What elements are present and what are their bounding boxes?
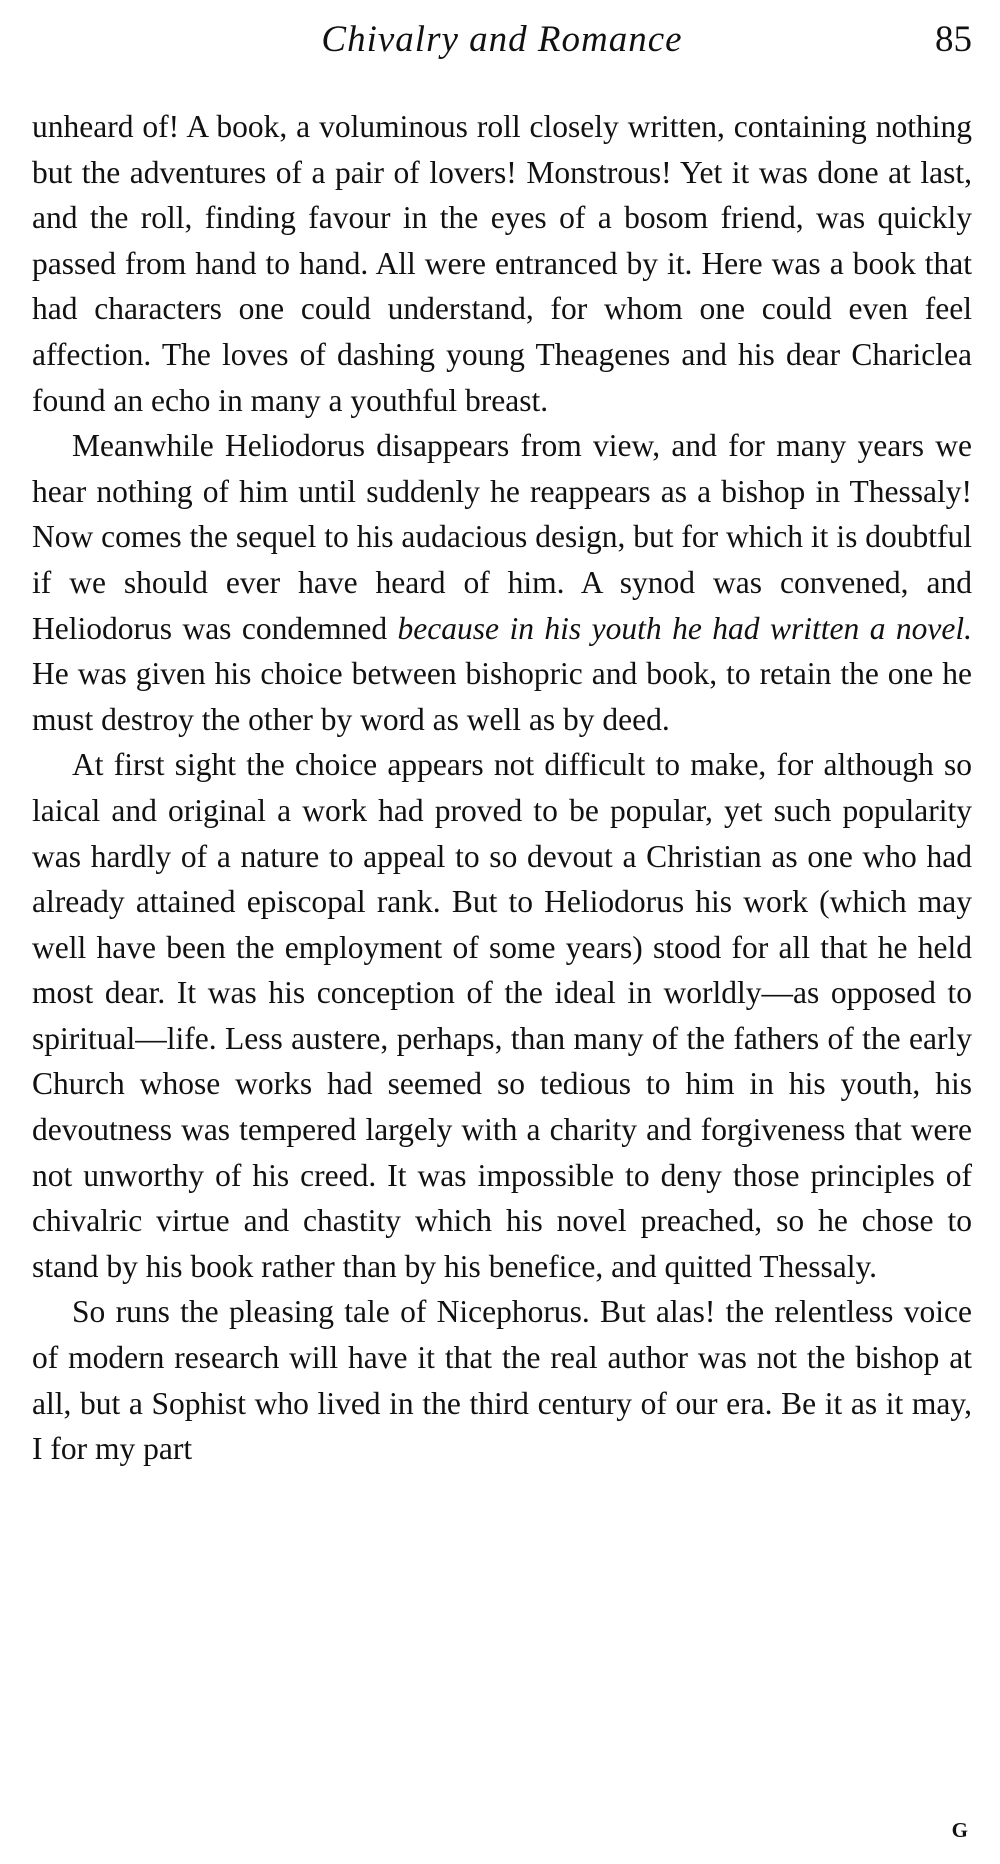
running-title: Chivalry and Romance	[321, 19, 683, 60]
paragraph-text-after-emphasis: He was given his choice between bishopric and book, to retain the one he must destroy the other by word as well as by deed.	[32, 656, 972, 737]
paragraph-heliodorus-bishop	[32, 423, 972, 742]
paragraph-text-before-emphasis: Meanwhile Heliodorus disappears from view, and for many years we hear nothing of him until suddenly he reappears as a bishop in Thessaly! Now comes the sequel to his audacious design, but for which it is doubtful if we should ever have heard of him. A synod was convened, and Heliodorus was condemned	[32, 428, 972, 646]
italic-emphasis: because in his youth he had written a novel.	[397, 610, 972, 646]
paragraph-continued: unheard of! A book, a voluminous roll closely written, containing nothing but the adventures of a pair of lovers! Monstrous! Yet it was done at last, and the roll, finding favour in the eyes of a bosom friend, was quickly passed from hand to hand. All were entranced by it. Here was a book that had characters one could understand, for whom one could even feel affection. The loves of dashing young Theagenes and his dear Chariclea found an echo in many a youthful breast.	[32, 109, 972, 418]
paragraph-nicephorus: So runs the pleasing tale of Nicephorus. But alas! the relentless voice of modern research will have it that the real author was not the bishop at all, but a Sophist who lived in the third century of our era. Be it as it may, I for my part	[32, 1294, 972, 1467]
page-number: 85	[935, 19, 972, 60]
signature-mark: G	[951, 1818, 968, 1842]
paragraph-the-choice: At first sight the choice appears not difficult to make, for although so laical and original a work had proved to be popular, yet such popularity was hardly of a nature to appeal to so devout a Christian as one who had already attained episcopal rank. But to Heliodorus his work (which may well have been the employment of some years) stood for all that he held most dear. It was his conception of the ideal in worldly—as opposed to spiritual—life. Less austere, perhaps, than many of the fathers of the early Church whose works had seemed so tedious to him in his youth, his devoutness was tempered largely with a charity and forgiveness that were not unworthy of his creed. It was impossible to deny those principles of chivalric virtue and chastity which his novel preached, so he chose to stand by his book rather than by his benefice, and quitted Thessaly.	[32, 747, 972, 1284]
body-text	[32, 104, 972, 1472]
running-head	[32, 18, 972, 68]
